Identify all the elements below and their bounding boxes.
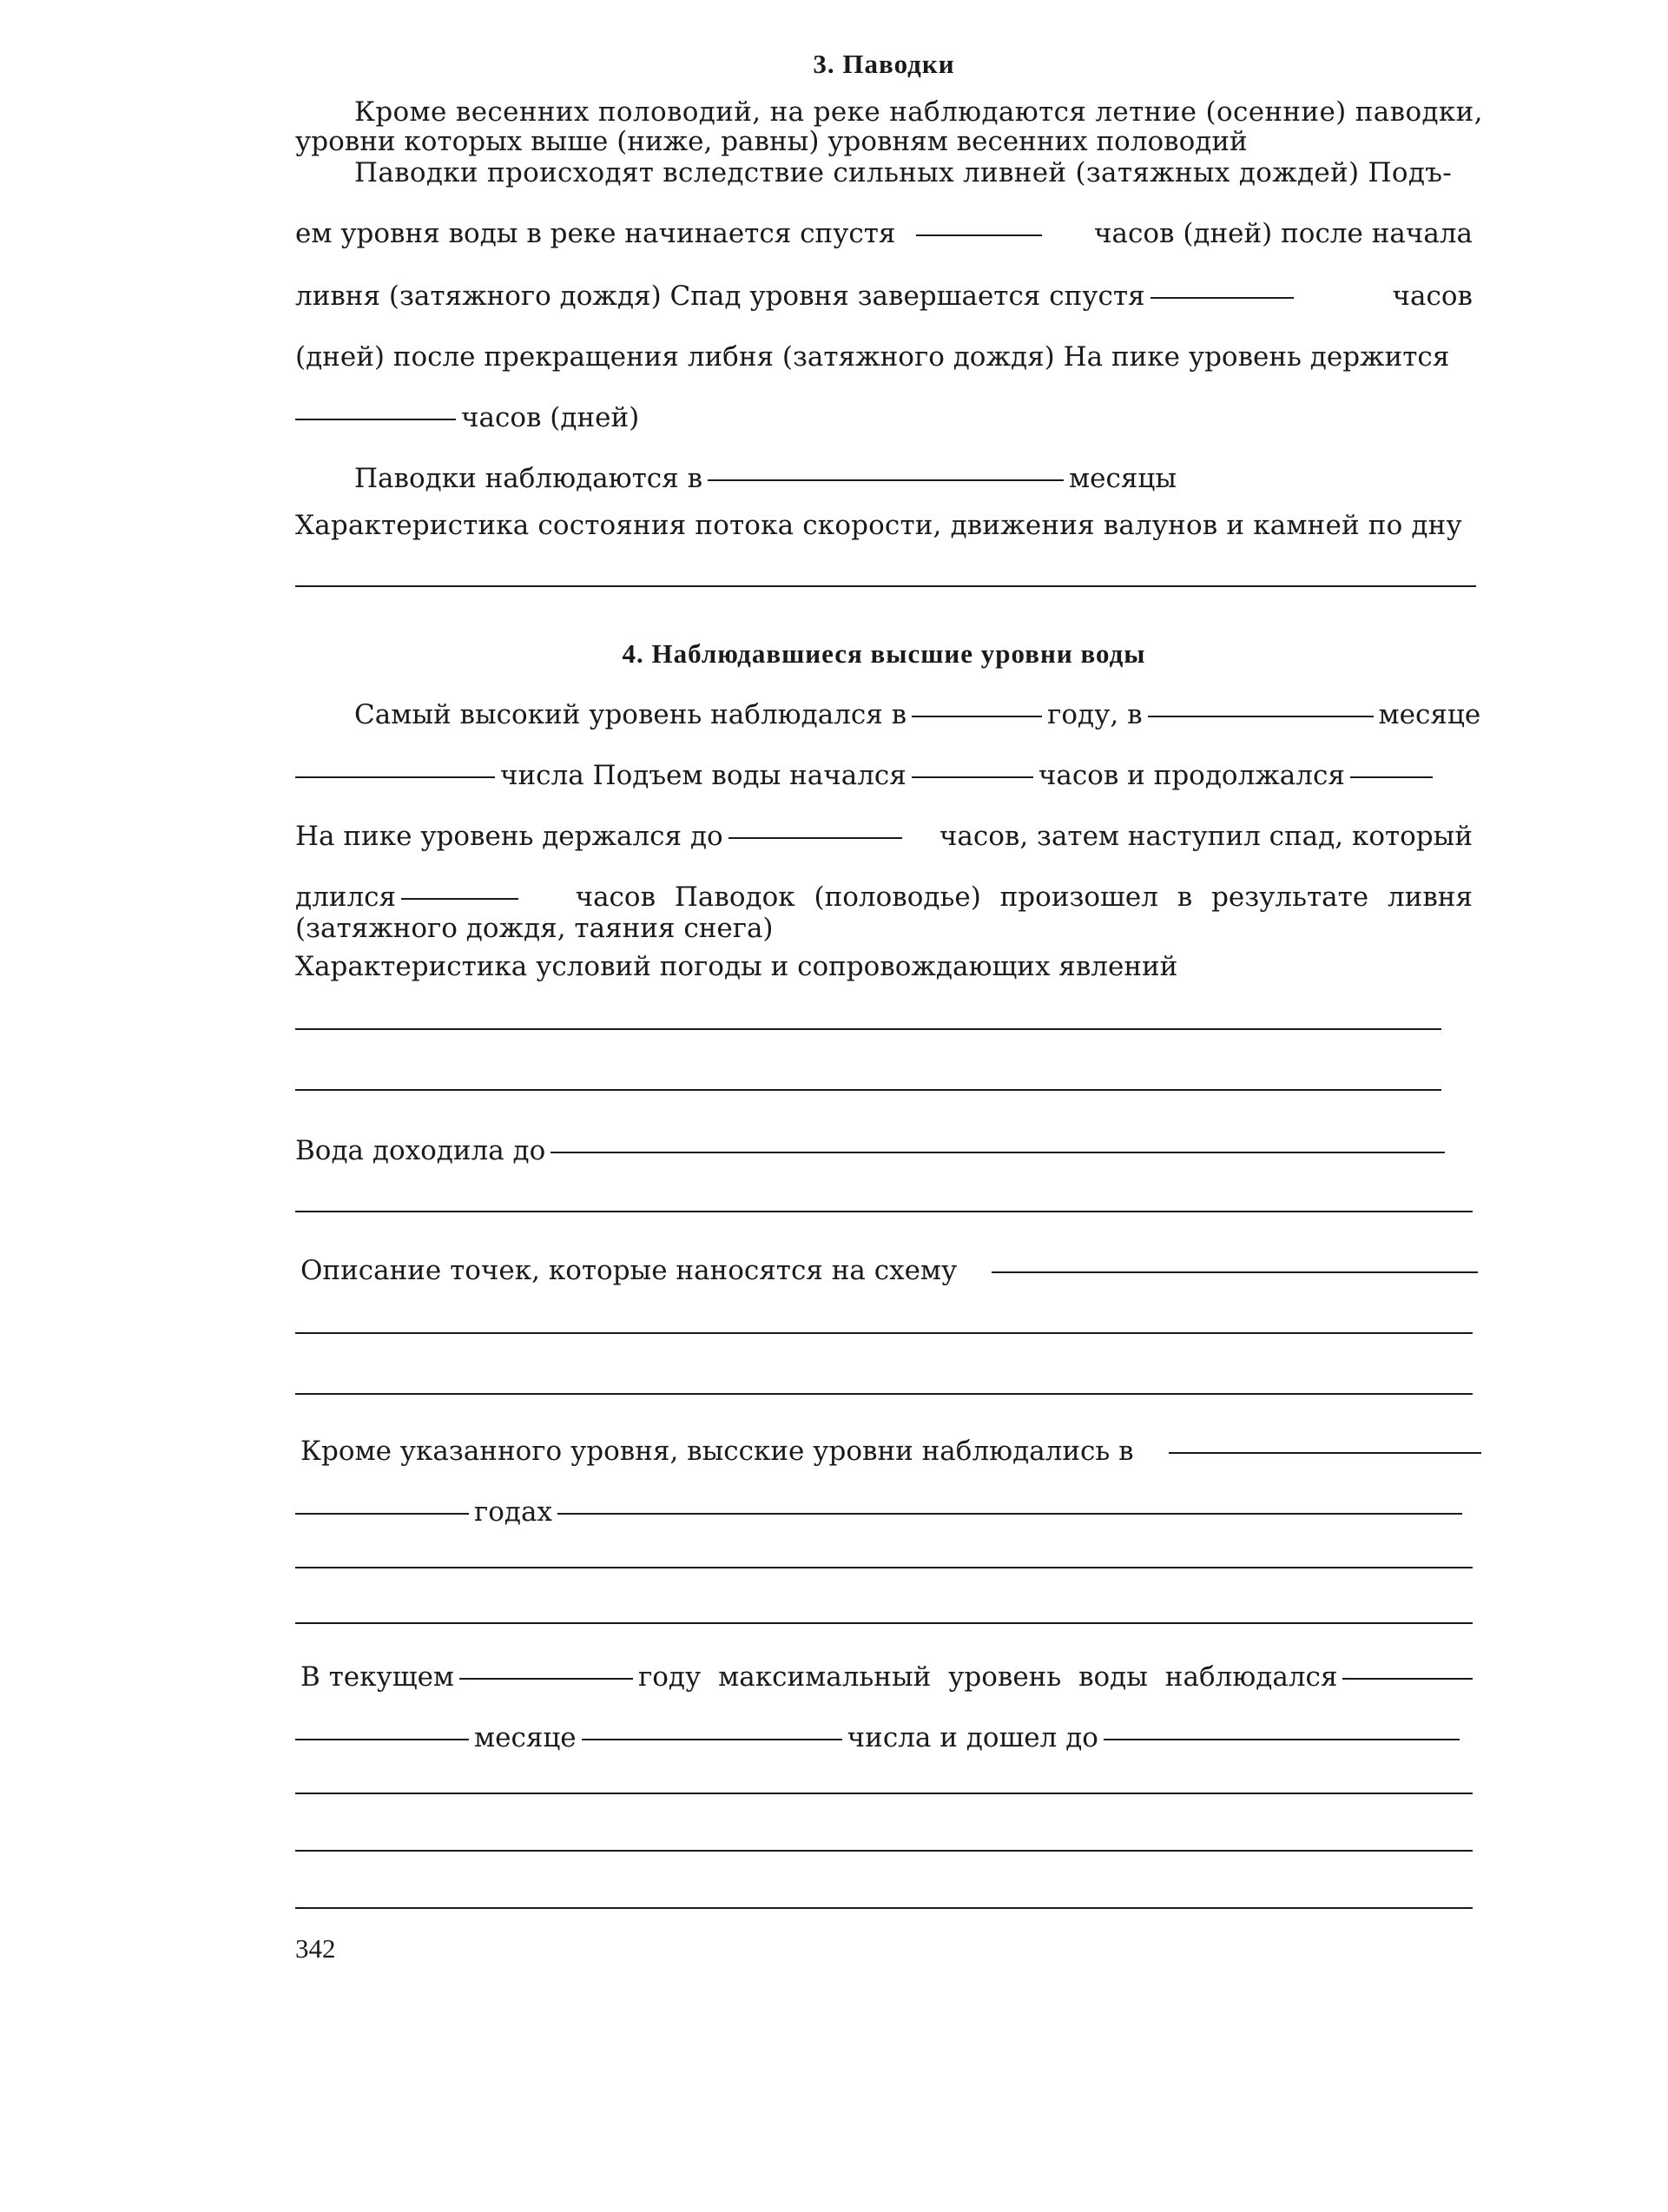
s3-p2-line4: (дней) после прекращения либня (затяжного дождя) На пике уровень держится <box>295 341 1450 373</box>
answer-line[interactable] <box>295 1793 1473 1794</box>
s4-line6: Характеристика условий погоды и сопровождающих явлений <box>295 951 1178 982</box>
text: месяце <box>1378 699 1481 730</box>
section-4-title: 4. Наблюдавшиеся высшие уровни воды <box>622 638 1146 669</box>
text: часов, затем наступил спад, который <box>939 821 1473 852</box>
blank-month[interactable] <box>1148 716 1374 717</box>
s3-p2-line3 <box>295 280 1473 313</box>
current-year-line <box>295 1661 1473 1694</box>
text: часов (дней) после начала <box>1094 218 1473 249</box>
text: месяцы <box>1069 463 1177 494</box>
s4-line2 <box>295 759 1473 792</box>
other-levels-line <box>295 1435 1478 1468</box>
text: ем уровня воды в реке начинается спустя <box>295 218 896 249</box>
s3-p2-line5 <box>295 401 1473 434</box>
s3-p2-line2 <box>295 217 1473 250</box>
text: часов Паводок (половодье) произошел в результате ливня <box>575 881 1473 913</box>
text: числа Подъем воды начался <box>500 760 907 791</box>
blank-years-rest[interactable] <box>557 1513 1462 1515</box>
answer-line[interactable] <box>295 1907 1473 1909</box>
blank-duration[interactable] <box>1350 776 1433 778</box>
s3-p3 <box>295 462 1473 495</box>
text: году, в <box>1047 699 1143 730</box>
blank-points-desc[interactable] <box>992 1271 1478 1273</box>
answer-line[interactable] <box>295 1211 1473 1212</box>
text: На пике уровень держался до <box>295 821 723 852</box>
blank-day2[interactable] <box>582 1739 842 1740</box>
water-reached-line <box>295 1134 1473 1167</box>
text: часов <box>1392 281 1473 312</box>
s4-line1 <box>295 698 1481 731</box>
blank-month2[interactable] <box>295 1739 469 1740</box>
s3-p4: Характеристика состояния потока скорости, движения валунов и камней по дну <box>295 510 1462 541</box>
answer-line[interactable] <box>295 1850 1473 1852</box>
page-number: 342 <box>295 1933 336 1964</box>
blank-months[interactable] <box>708 479 1064 481</box>
text: Вода доходила до <box>295 1135 546 1166</box>
answer-line[interactable] <box>295 1393 1473 1395</box>
text: ливня (затяжного дождя) Спад уровня завершается спустя <box>295 281 1145 312</box>
blank-year[interactable] <box>912 716 1042 717</box>
answer-line[interactable] <box>295 1028 1441 1030</box>
text: Самый высокий уровень наблюдался в <box>354 699 907 730</box>
blank-rise-hours[interactable] <box>912 776 1033 778</box>
text: длился <box>295 881 397 913</box>
s4-line5: (затяжного дождя, таяния снега) <box>295 913 774 944</box>
s4-line3 <box>295 820 1473 853</box>
points-desc-line <box>295 1254 1478 1287</box>
blank-recession-hours[interactable] <box>401 898 518 900</box>
month-day-line <box>295 1721 1473 1754</box>
answer-line[interactable] <box>295 1567 1473 1568</box>
text: Кроме указанного уровня, высские уровни наблюдались в <box>300 1436 1134 1467</box>
answer-line[interactable] <box>295 585 1476 587</box>
text: В текущем <box>300 1661 455 1693</box>
blank-other-levels[interactable] <box>1169 1452 1481 1454</box>
blank-water-reached[interactable] <box>551 1152 1445 1153</box>
s3-p1-line2: уровни которых выше (ниже, равны) уровням весенних половодий <box>295 126 1248 157</box>
text: Паводки наблюдаются в <box>354 463 703 494</box>
text: часов (дней) <box>461 402 640 433</box>
text: месяце <box>474 1722 577 1753</box>
blank-observed[interactable] <box>1342 1678 1473 1680</box>
form-page <box>295 0 1483 2212</box>
blank-peak-until[interactable] <box>729 837 902 839</box>
text: числа и дошел до <box>847 1722 1098 1753</box>
text: Описание точек, которые наносятся на схему <box>300 1255 958 1286</box>
blank-hours-end[interactable] <box>1150 297 1294 299</box>
answer-line[interactable] <box>295 1332 1473 1334</box>
blank-years[interactable] <box>295 1513 469 1515</box>
blank-current-year[interactable] <box>459 1678 633 1680</box>
text: годах <box>474 1496 552 1528</box>
answer-line[interactable] <box>295 1622 1473 1624</box>
text: часов и продолжался <box>1038 760 1345 791</box>
blank-day[interactable] <box>295 776 495 778</box>
section-3-title: 3. Паводки <box>813 49 955 79</box>
years-line <box>295 1496 1473 1529</box>
blank-peak-hours[interactable] <box>295 419 456 420</box>
blank-reached-to[interactable] <box>1104 1739 1460 1740</box>
s3-p2-line1: Паводки происходят вследствие сильных ливней (затяжных дождей) Подъ- <box>354 157 1453 188</box>
text: году максимальный уровень воды наблюдался <box>638 1661 1338 1693</box>
answer-line[interactable] <box>295 1089 1441 1091</box>
s3-p1-line1: Кроме весенних половодий, на реке наблюдаются летние (осенние) паводки, <box>354 96 1483 128</box>
blank-hours-start[interactable] <box>916 234 1042 236</box>
s4-line4 <box>295 881 1473 914</box>
